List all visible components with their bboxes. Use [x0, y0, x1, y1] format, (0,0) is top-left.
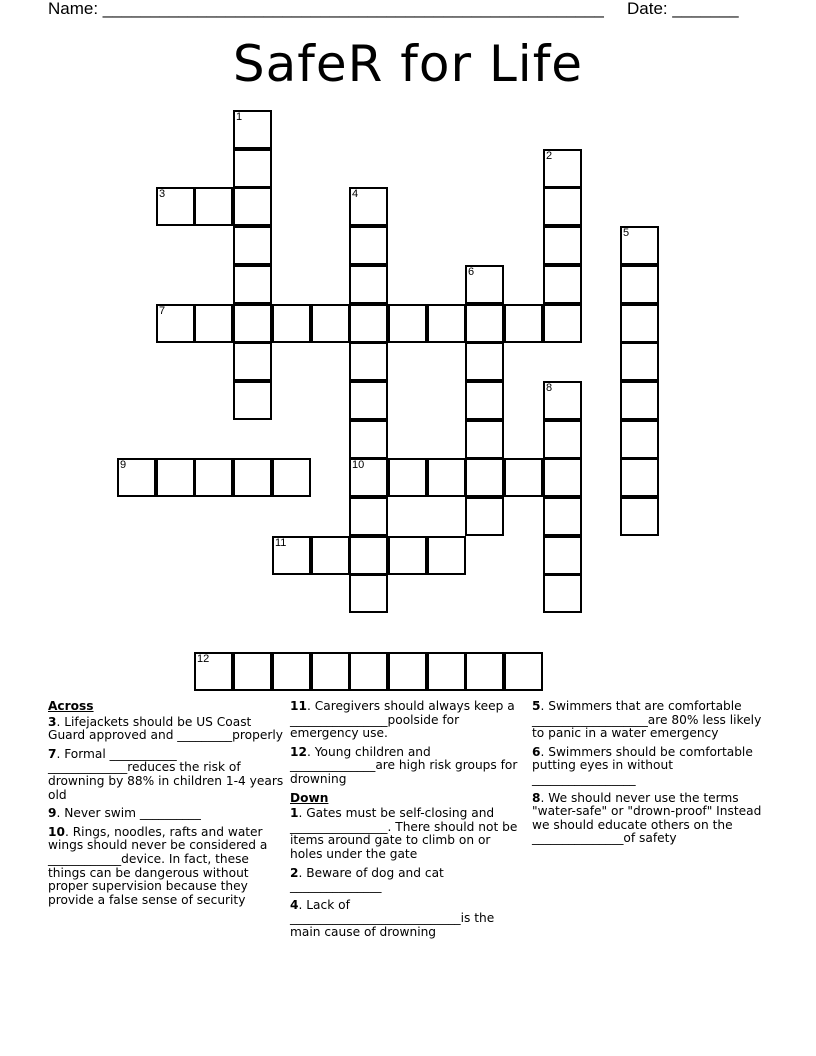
clue-number: 7 — [48, 746, 57, 761]
grid-cell[interactable] — [465, 458, 504, 497]
grid-cell-number: 7 — [159, 305, 166, 317]
grid-cell[interactable] — [311, 304, 350, 343]
clue-number: 12 — [290, 744, 307, 759]
clue-across-12 — [290, 746, 524, 787]
grid-cell[interactable] — [465, 420, 504, 459]
grid-cell[interactable] — [543, 458, 582, 497]
grid-cell[interactable] — [233, 304, 272, 343]
grid-cell[interactable] — [194, 304, 233, 343]
grid-cell[interactable] — [349, 342, 388, 381]
grid-cell[interactable] — [427, 458, 466, 497]
page-title: SafeR for Life — [232, 35, 584, 93]
clue-across-9 — [48, 807, 284, 821]
grid-cell[interactable] — [504, 652, 543, 691]
grid-cell[interactable] — [543, 536, 582, 575]
grid-cell[interactable] — [465, 342, 504, 381]
clue-down-4 — [290, 899, 524, 940]
grid-cell[interactable] — [233, 149, 272, 188]
clue-text: . Never swim __________ — [56, 806, 201, 821]
clue-across-3 — [48, 716, 284, 743]
grid-cell[interactable] — [194, 187, 233, 226]
grid-cell[interactable] — [543, 265, 582, 304]
grid-cell[interactable] — [156, 304, 195, 343]
grid-cell[interactable] — [427, 652, 466, 691]
grid-cell[interactable] — [504, 304, 543, 343]
grid-cell[interactable] — [194, 458, 233, 497]
grid-cell-number: 11 — [275, 537, 287, 549]
clue-number: 11 — [290, 699, 307, 713]
grid-cell[interactable] — [311, 652, 350, 691]
grid-cell[interactable] — [543, 226, 582, 265]
clue-down-5 — [532, 700, 768, 741]
grid-cell[interactable] — [233, 458, 272, 497]
clue-number: 5 — [532, 699, 541, 713]
grid-cell[interactable] — [349, 420, 388, 459]
grid-cell[interactable] — [272, 652, 311, 691]
clue-across-11 — [290, 700, 524, 741]
grid-cell[interactable] — [543, 304, 582, 343]
grid-cell[interactable] — [156, 458, 195, 497]
grid-cell-number: 1 — [236, 111, 243, 123]
grid-cell[interactable] — [465, 652, 504, 691]
grid-cell[interactable] — [620, 381, 659, 420]
grid-cell[interactable] — [117, 458, 156, 497]
grid-cell[interactable] — [388, 458, 427, 497]
grid-cell[interactable] — [620, 458, 659, 497]
grid-cell[interactable] — [620, 420, 659, 459]
clue-number: 10 — [48, 824, 65, 839]
clue-text: . Swimmers should be comfortable putting eyes in without _________________ — [532, 744, 753, 786]
grid-cell[interactable] — [620, 265, 659, 304]
grid-cell[interactable] — [620, 226, 659, 265]
grid-cell-number: 4 — [352, 188, 359, 200]
clue-text: . Formal ___________ _____________reduces the risk of drowning by 88% in children 1-4 years old — [48, 746, 284, 802]
clue-text: . Swimmers that are comfortable ___________________are 80% less likely to panic in a water emergency — [532, 699, 762, 741]
down-heading: Down — [290, 790, 329, 805]
grid-cell[interactable] — [427, 536, 466, 575]
grid-cell-number: 9 — [120, 459, 127, 471]
clue-down-6 — [532, 746, 768, 787]
clue-text: . We should never use the terms "water-safe" or "drown-proof" Instead we should educate others on the _______________of safety — [532, 790, 762, 846]
grid-cell[interactable] — [311, 536, 350, 575]
grid-cell[interactable] — [349, 381, 388, 420]
clue-text: . Caregivers should always keep a ________________poolside for emergency use. — [290, 699, 515, 741]
clue-number: 3 — [48, 714, 57, 729]
clue-across-7 — [48, 748, 284, 802]
grid-cell-number: 10 — [352, 459, 365, 471]
clue-text: . Rings, noodles, rafts and water wings should never be considered a ____________device. In fact, these things can be dangerous without proper supervision because they provide a false sense of security — [48, 824, 268, 907]
grid-cell[interactable] — [465, 497, 504, 536]
grid-cell-number: 2 — [546, 150, 553, 162]
grid-cell[interactable] — [233, 110, 272, 149]
across-heading: Across — [48, 699, 94, 713]
clue-number: 2 — [290, 865, 299, 880]
grid-cell[interactable] — [543, 149, 582, 188]
clues-column-2 — [290, 700, 524, 945]
clue-number: 8 — [532, 790, 541, 805]
grid-cell[interactable] — [620, 497, 659, 536]
grid-cell[interactable] — [233, 652, 272, 691]
date-field[interactable]: Date: _______ — [627, 0, 739, 18]
grid-cell[interactable] — [349, 226, 388, 265]
grid-cell[interactable] — [620, 342, 659, 381]
grid-cell[interactable] — [465, 265, 504, 304]
grid-cell[interactable] — [272, 304, 311, 343]
grid-cell[interactable] — [349, 265, 388, 304]
clue-down-1 — [290, 807, 524, 861]
grid-cell[interactable] — [233, 187, 272, 226]
grid-cell-number: 6 — [468, 266, 475, 278]
clues-column-1 — [48, 700, 284, 912]
clue-text: . Young children and ______________are high risk groups for drowning — [290, 744, 518, 786]
clue-down-8 — [532, 792, 768, 846]
grid-cell[interactable] — [388, 652, 427, 691]
grid-cell[interactable] — [543, 420, 582, 459]
clue-number: 9 — [48, 806, 57, 821]
clue-down-2 — [290, 867, 524, 894]
grid-cell[interactable] — [504, 458, 543, 497]
grid-cell[interactable] — [388, 304, 427, 343]
grid-cell[interactable] — [543, 381, 582, 420]
grid-cell-number: 5 — [623, 227, 630, 239]
grid-cell[interactable] — [194, 652, 233, 691]
grid-cell[interactable] — [272, 536, 311, 575]
grid-cell[interactable] — [349, 536, 388, 575]
grid-cell[interactable] — [349, 652, 388, 691]
grid-cell[interactable] — [388, 536, 427, 575]
grid-cell[interactable] — [233, 226, 272, 265]
grid-cell[interactable] — [233, 265, 272, 304]
grid-cell[interactable] — [543, 497, 582, 536]
clue-text: . Lifejackets should be US Coast Guard approved and _________properly — [48, 714, 283, 743]
clue-number: 1 — [290, 806, 299, 821]
clue-text: . Gates must be self-closing and ________________. There should not be items around gate to climb on or holes under the gate — [290, 806, 518, 861]
clue-number: 6 — [532, 744, 541, 759]
clue-number: 4 — [290, 897, 299, 912]
clues-column-3 — [532, 700, 768, 851]
grid-cell[interactable] — [465, 304, 504, 343]
grid-cell[interactable] — [620, 304, 659, 343]
grid-cell[interactable] — [349, 574, 388, 613]
grid-cell-number: 12 — [197, 653, 210, 665]
grid-cell[interactable] — [349, 458, 388, 497]
grid-cell[interactable] — [349, 304, 388, 343]
grid-cell[interactable] — [349, 187, 388, 226]
clue-across-10 — [48, 826, 284, 908]
grid-cell-number: 3 — [159, 188, 166, 200]
grid-cell[interactable] — [233, 342, 272, 381]
grid-cell-number: 8 — [546, 382, 553, 394]
grid-cell[interactable] — [465, 381, 504, 420]
clue-text: . Lack of ____________________________is the main cause of drowning — [290, 897, 495, 939]
grid-cell[interactable] — [156, 187, 195, 226]
grid-cell[interactable] — [543, 574, 582, 613]
grid-cell[interactable] — [233, 381, 272, 420]
grid-cell[interactable] — [272, 458, 311, 497]
name-field[interactable]: Name: _____________________________________________________ — [48, 0, 604, 18]
grid-cell[interactable] — [543, 187, 582, 226]
grid-cell[interactable] — [427, 304, 466, 343]
grid-cell[interactable] — [349, 497, 388, 536]
clue-text: . Beware of dog and cat _______________ — [290, 865, 444, 894]
